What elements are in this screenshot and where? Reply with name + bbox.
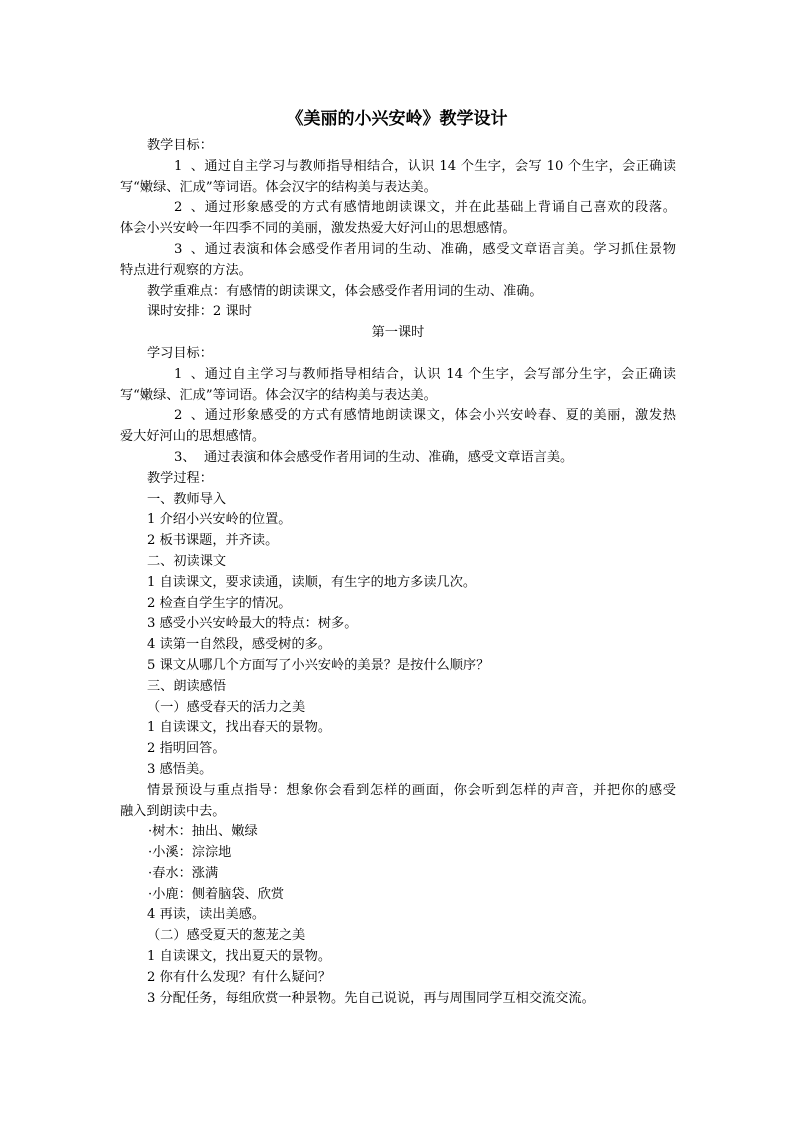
section-1-item-1: 1 介绍小兴安岭的位置。 <box>147 512 292 528</box>
learning-goal-3-num: 3、 <box>174 449 196 465</box>
learning-goal-3-line-1 <box>120 448 676 469</box>
learning-goal-2-line-2: 爱大好河山的思想感情。 <box>120 429 266 445</box>
section-2-item-1: 1 自读课文，要求读通，读顺，有生字的地方多读几次。 <box>147 574 477 590</box>
reread-item: 4 再读，读出美感。 <box>147 907 266 923</box>
lesson-title: 第一课时 <box>371 325 425 341</box>
spring-item-3: 3 感悟美。 <box>147 761 213 777</box>
spring-item-2: 2 指明回答。 <box>147 741 226 757</box>
bullet-item-3: ·春水：涨满 <box>148 865 219 881</box>
teaching-goal-3-line-1 <box>120 240 676 261</box>
section-3-title: 三、朗读感悟 <box>147 678 227 694</box>
learning-goal-2-text-1: 通过形象感受的方式有感情地朗读课文，体会小兴安岭春、夏的美丽，激发热 <box>204 408 676 424</box>
spring-title: （一）感受春天的活力之美 <box>147 699 306 715</box>
learning-goals-label: 学习目标： <box>147 345 213 361</box>
section-2-item-5: 5 课文从哪几个方面写了小兴安岭的美景？是按什么顺序？ <box>147 657 490 673</box>
process-label: 教学过程： <box>147 470 213 486</box>
learning-goal-1-line-2: 写“嫩绿、汇成”等词语。体会汉字的结构美与表达美。 <box>120 387 437 403</box>
section-1-item-2: 2 板书课题，并齐读。 <box>147 533 279 549</box>
teaching-goal-1-text-1: 通过自主学习与教师指导相结合，认识 14 个生字，会写 10 个生字，会正确读 <box>204 158 676 174</box>
scenario-line-1: 情景预设与重点指导：想象你会看到怎样的画面，你会听到怎样的声音，并把你的感受 <box>147 782 676 798</box>
teaching-goal-2-text-1: 通过形象感受的方式有感情地朗读课文，并在此基础上背诵自己喜欢的段落。 <box>204 200 676 216</box>
bullet-item-4: ·小鹿：侧着脑袋、欣赏 <box>148 886 285 902</box>
teaching-goal-2-line-1 <box>120 198 676 219</box>
section-1-title: 一、教师导入 <box>147 491 227 507</box>
section-2-item-2: 2 检查自学生字的情况。 <box>147 595 292 611</box>
learning-goal-2-line-1 <box>120 406 676 427</box>
teaching-goal-2-num: 2、 <box>174 200 204 216</box>
summer-item-3: 3 分配任务，每组欣赏一种景物。先自己说说，再与周围同学互相交流交流。 <box>147 990 595 1006</box>
bullet-item-1: ·树木：抽出、嫩绿 <box>148 824 258 840</box>
teaching-goal-2-line-2: 体会小兴安岭一年四季不同的美丽，激发热爱大好河山的思想感情。 <box>120 221 516 237</box>
document-title: 《美丽的小兴安岭》教学设计 <box>286 109 508 129</box>
learning-goal-2-num: 2、 <box>174 408 204 424</box>
learning-goal-1-num: 1、 <box>174 366 204 382</box>
section-2-title: 二、初读课文 <box>147 553 227 569</box>
teaching-goal-3-line-2: 特点进行观察的方法。 <box>120 262 252 278</box>
key-points: 教学重难点：有感情的朗读课文，体会感受作者用词的生动、准确。 <box>147 283 543 299</box>
section-2-item-3: 3 感受小兴安岭最大的特点：树多。 <box>147 616 358 632</box>
teaching-goal-1-line-2: 写“嫩绿、汇成”等词语。体会汉字的结构美与表达美。 <box>120 179 437 195</box>
teaching-goals-label: 教学目标： <box>147 138 213 153</box>
teaching-goal-1-line-1 <box>120 157 676 178</box>
scenario-line-2: 融入到朗读中去。 <box>120 803 226 819</box>
teaching-goal-3-num: 3、 <box>174 241 204 257</box>
spring-item-1: 1 自读课文，找出春天的景物。 <box>147 720 332 736</box>
summer-item-2: 2 你有什么发现？有什么疑问？ <box>147 969 332 985</box>
teaching-goal-3-text-1: 通过表演和体会感受作者用词的生动、准确，感受文章语言美。学习抓住景物 <box>204 241 676 257</box>
teaching-goal-1-num: 1、 <box>174 158 204 174</box>
section-2-item-4: 4 读第一自然段，感受树的多。 <box>147 637 332 653</box>
schedule: 课时安排：2 课时 <box>147 304 252 320</box>
learning-goal-1-line-1 <box>120 365 676 386</box>
document-body <box>120 136 676 1009</box>
learning-goal-1-text-1: 通过自主学习与教师指导相结合，认识 14 个生字，会写部分生字，会正确读 <box>204 366 676 382</box>
summer-title: （二）感受夏天的葱茏之美 <box>147 928 306 944</box>
learning-goal-3-text-1: 通过表演和体会感受作者用词的生动、准确，感受文章语言美。 <box>204 449 574 465</box>
bullet-item-2: ·小溪：淙淙地 <box>148 845 232 861</box>
summer-item-1: 1 自读课文，找出夏天的景物。 <box>147 949 332 965</box>
